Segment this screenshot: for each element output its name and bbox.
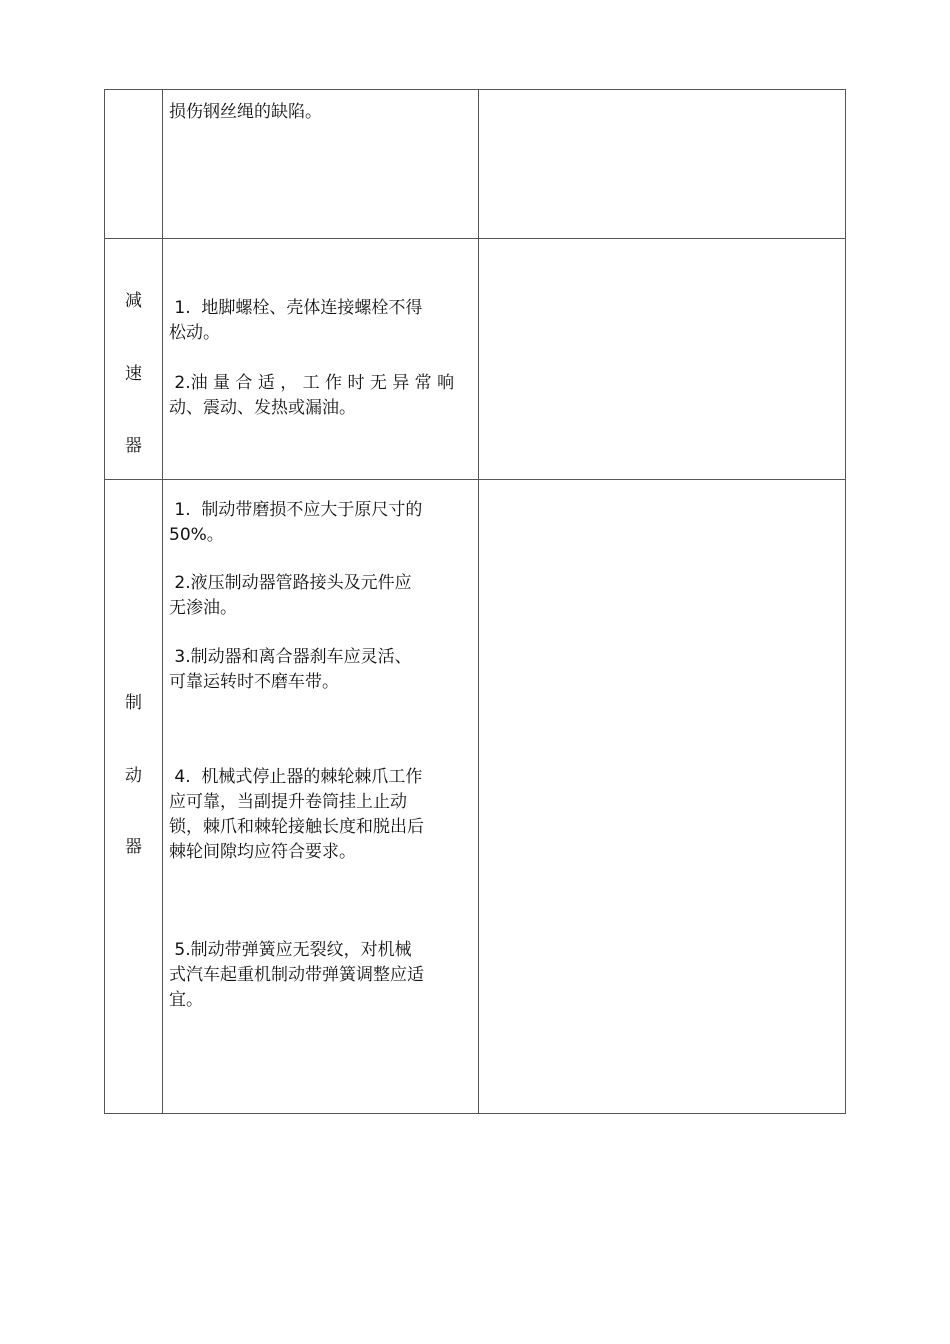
requirement-item: 1. 制动带磨损不应大于原尺寸的 50%。 <box>169 500 423 545</box>
category-cell <box>105 90 163 238</box>
requirement-item: 损伤钢丝绳的缺陷。 <box>169 102 322 122</box>
requirement-item: 2.油 量 合 适 ， 工 作 时 无 异 常 响 动、震动、发热或漏油。 <box>169 373 455 418</box>
category-char: 器 <box>125 436 142 456</box>
inspection-table <box>104 89 846 1114</box>
requirement-item: 4. 机械式停止器的棘轮棘爪工作 应可靠，当副提升卷筒挂上止动 锁，棘爪和棘轮接触长度和脱出后 棘轮间隙均应符合要求。 <box>169 767 424 862</box>
requirement-item: 5.制动带弹簧应无裂纹，对机械 式汽车起重机制动带弹簧调整应适 宜。 <box>169 940 424 1010</box>
requirement-cell <box>163 90 479 238</box>
requirement-item: 1. 地脚螺栓、壳体连接螺栓不得 松动。 <box>169 298 423 343</box>
remarks-cell <box>479 90 845 238</box>
requirement-item: 3.制动器和离合器刹车应灵活、 可靠运转时不磨车带。 <box>169 647 412 692</box>
remarks-cell <box>479 480 845 1113</box>
table-row-brake <box>105 480 845 1113</box>
remarks-cell <box>479 239 845 479</box>
category-char: 速 <box>125 364 142 384</box>
category-char: 动 <box>125 766 142 786</box>
category-char: 器 <box>125 837 142 857</box>
category-char: 减 <box>125 291 142 311</box>
requirement-cell <box>163 480 479 1113</box>
requirement-item: 2.液压制动器管路接头及元件应 无渗油。 <box>169 573 412 618</box>
category-char: 制 <box>125 693 142 713</box>
table-row-reducer <box>105 239 845 480</box>
requirement-cell <box>163 239 479 479</box>
table-row-wire-rope <box>105 90 845 239</box>
category-cell <box>105 239 163 479</box>
category-cell <box>105 480 163 1113</box>
